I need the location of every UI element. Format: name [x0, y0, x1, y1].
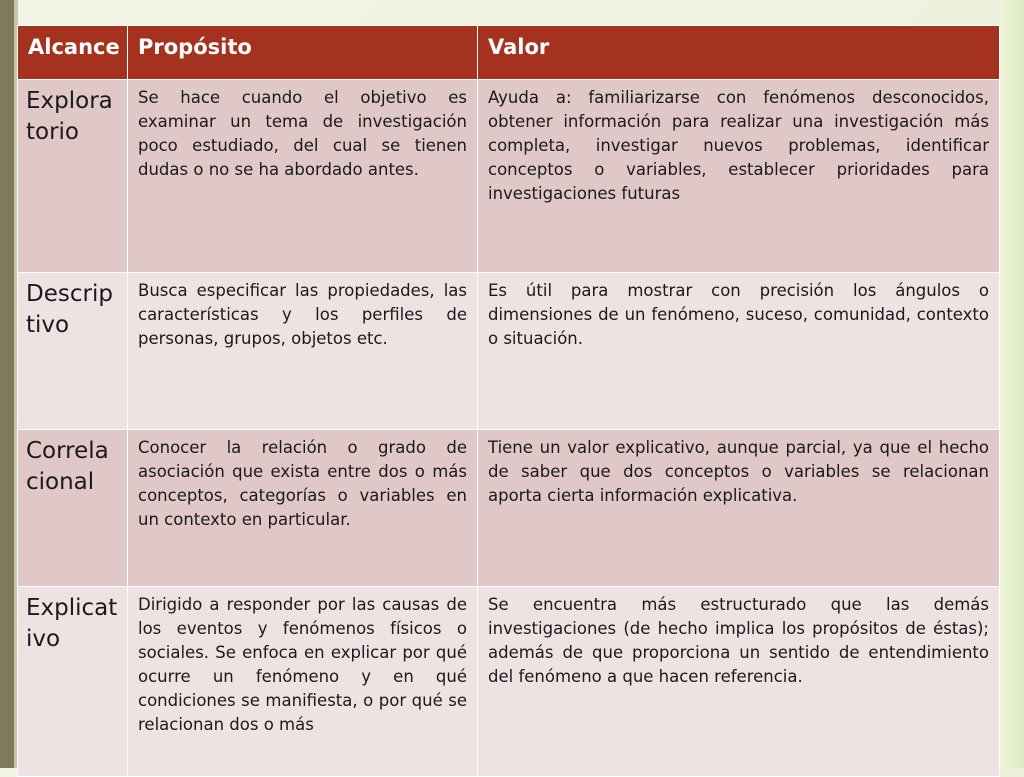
research-scope-table — [17, 25, 1000, 777]
table-row — [18, 430, 1000, 587]
value-cell: Ayuda a: familiarizarse con fenómenos desconocidos, obtener información para realizar una investigación más completa, investigar nuevos problemas, identificar conceptos o variables, establecer prioridades para investigaciones futuras — [478, 80, 1000, 273]
scope-cell: Descriptivo — [18, 273, 128, 430]
scope-cell: Exploratorio — [18, 80, 128, 273]
scope-cell: Correlacional — [18, 430, 128, 587]
value-cell: Tiene un valor explicativo, aunque parcial, ya que el hecho de saber que dos conceptos o variables se relacionan aporta cierta información explicativa. — [478, 430, 1000, 587]
header-row — [18, 26, 1000, 80]
header-valor: Valor — [478, 26, 1000, 80]
value-cell: Es útil para mostrar con precisión los ángulos o dimensiones de un fenómeno, suceso, comunidad, contexto o situación. — [478, 273, 1000, 430]
purpose-cell: Se hace cuando el objetivo es examinar un tema de investigación poco estudiado, del cual se tienen dudas o no se ha abordado antes. — [128, 80, 478, 273]
purpose-cell: Conocer la relación o grado de asociación que exista entre dos o más conceptos, categorías o variables en un contexto en particular. — [128, 430, 478, 587]
header-alcance: Alcance — [18, 26, 128, 80]
table-row — [18, 80, 1000, 273]
table-row — [18, 273, 1000, 430]
purpose-cell: Busca especificar las propiedades, las características y los perfiles de personas, grupos, objetos etc. — [128, 273, 478, 430]
right-edge-band — [1000, 0, 1024, 768]
purpose-cell: Dirigido a responder por las causas de los eventos y fenómenos físicos o sociales. Se enfoca en explicar por qué ocurre un fenómeno y en qué condiciones se manifiesta, o por qué se relacionan dos o más — [128, 587, 478, 777]
scope-cell: Explicativo — [18, 587, 128, 777]
left-accent-bar — [0, 0, 14, 768]
header-proposito: Propósito — [128, 26, 478, 80]
value-cell: Se encuentra más estructurado que las demás investigaciones (de hecho implica los propósitos de éstas); además de que proporciona un sentido de entendimiento del fenómeno a que hacen referencia. — [478, 587, 1000, 777]
table-row — [18, 587, 1000, 777]
